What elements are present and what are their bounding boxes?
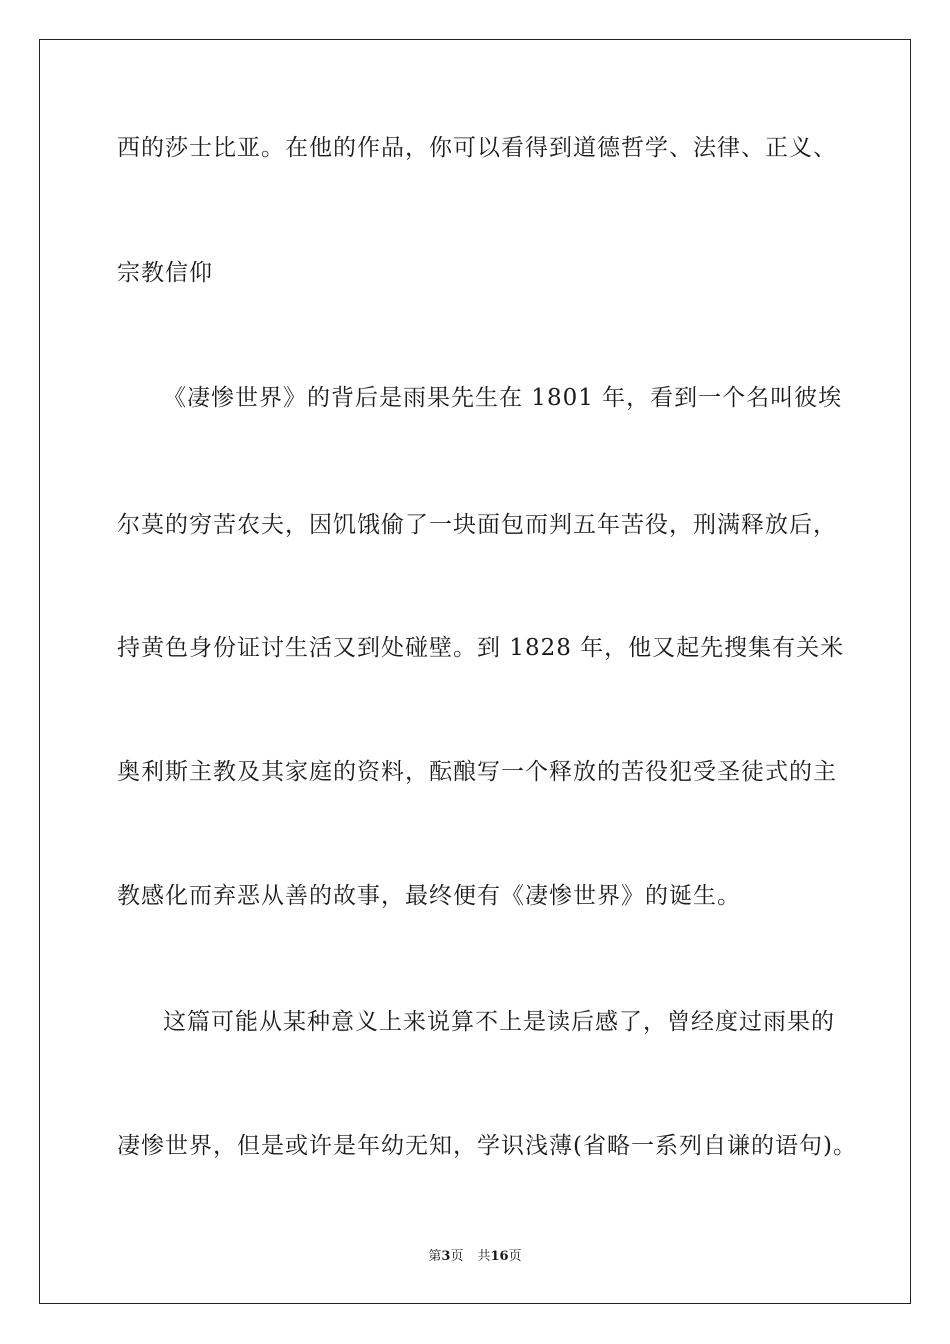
text-line-4: 尔莫的穷苦农夫，因饥饿偷了一块面包而判五年苦役，刑满释放后， bbox=[117, 512, 837, 538]
text-line-1: 西的莎士比亚。在他的作品，你可以看得到道德哲学、法律、正义、 bbox=[117, 135, 837, 161]
text-line-9: 凄惨世界，但是或许是年幼无知，学识浅薄(省略一系列自谦的语句)。 bbox=[117, 1133, 857, 1159]
text-line-2: 宗教信仰 bbox=[117, 260, 213, 286]
page-prefix: 第 bbox=[428, 1249, 442, 1264]
text-line-7: 教感化而弃恶从善的故事，最终便有《凄惨世界》的诞生。 bbox=[117, 883, 741, 909]
page-footer bbox=[0, 1248, 950, 1266]
text-line-6: 奥利斯主教及其家庭的资料，酝酿写一个释放的苦役犯受圣徒式的主 bbox=[117, 759, 837, 785]
page-suffix: 页 bbox=[450, 1249, 464, 1264]
text-line-5: 持黄色身份证讨生活又到处碰壁。到 1828 年，他又起先搜集有关米 bbox=[117, 635, 845, 661]
total-pages: 16 bbox=[490, 1249, 509, 1264]
total-suffix: 页 bbox=[508, 1249, 522, 1264]
page-number: 3 bbox=[441, 1249, 451, 1264]
paragraph-start-line: 《凄惨世界》的背后是雨果先生在 1801 年，看到一个名叫彼埃 bbox=[163, 385, 843, 411]
paragraph-start-line: 这篇可能从某种意义上来说算不上是读后感了，曾经度过雨果的 bbox=[163, 1009, 835, 1035]
page-border bbox=[39, 39, 911, 1304]
total-prefix: 共 bbox=[477, 1249, 491, 1264]
